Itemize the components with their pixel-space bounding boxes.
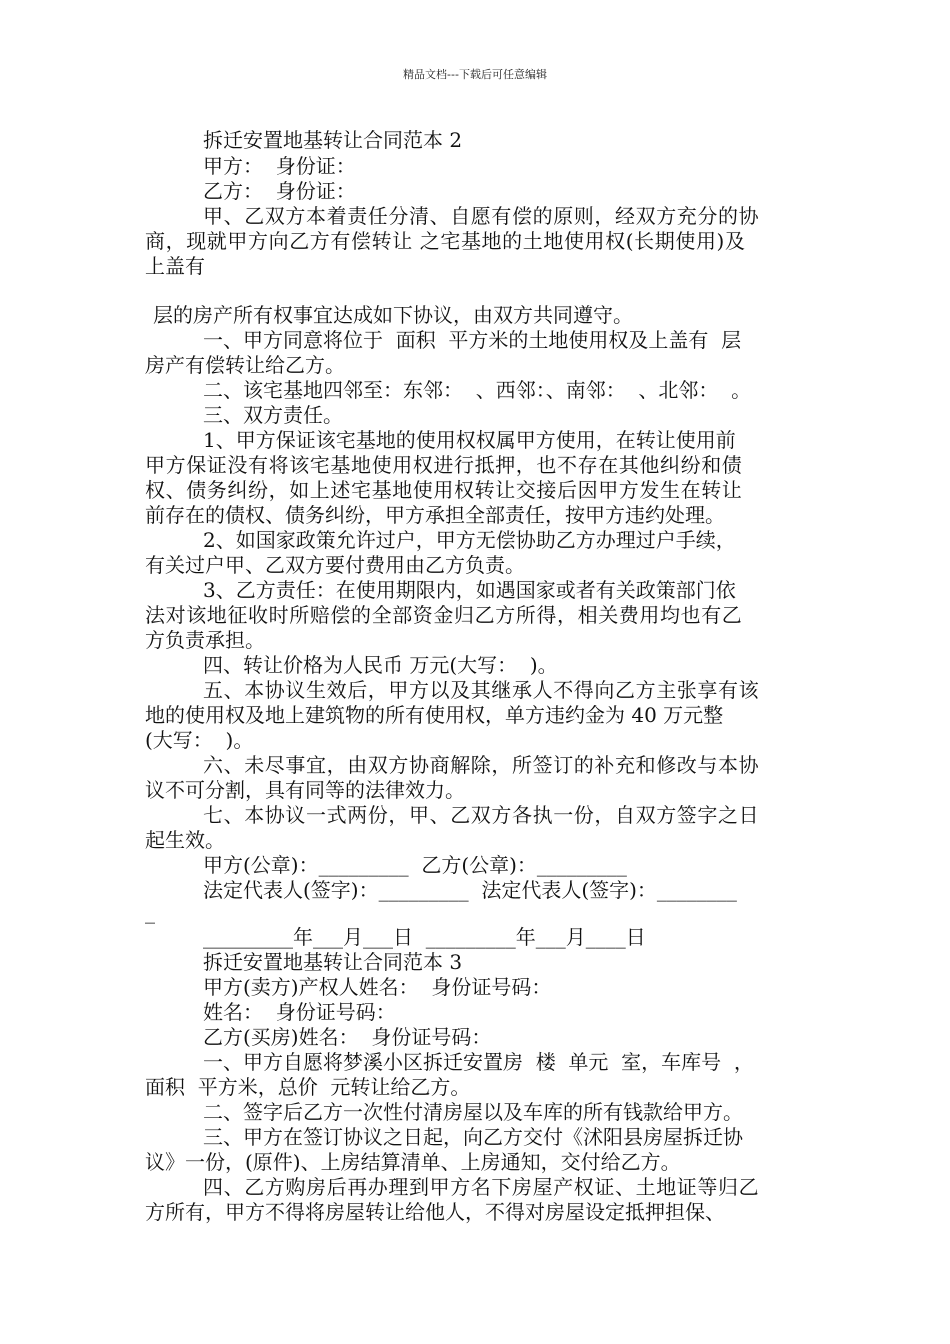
contract-title-3: 拆迁安置地基转让合同范本 3: [203, 950, 463, 974]
clause-6-line: 议不可分割，具有同等的法律效力。: [145, 778, 465, 802]
clause-5-line: 地的使用权及地上建筑物的所有使用权，单方违约金为 40 万元整: [145, 703, 724, 727]
clause-1-line: 房产有偿转让给乙方。: [145, 353, 345, 377]
clause-5-line: (大写： )。: [145, 728, 254, 752]
clause-1-line: 一、甲方同意将位于 面积 平方米的土地使用权及上盖有 层: [203, 328, 742, 352]
article-3-line: 三、甲方在签订协议之日起，向乙方交付《沭阳县房屋拆迁协: [203, 1125, 743, 1149]
clause-3-3-line: 3、乙方责任：在使用期限内，如遇国家或者有关政策部门依: [203, 578, 736, 602]
party-b-line: 乙方： 身份证：: [203, 179, 356, 203]
clause-6-line: 六、未尽事宜，由双方协商解除，所签订的补充和修改与本协: [203, 753, 760, 777]
article-4-line: 方所有，甲方不得将房屋转让给他人，不得对房屋设定抵押担保、: [145, 1200, 725, 1224]
clause-3-2-line: 有关过户甲、乙双方要付费用由乙方负责。: [145, 553, 525, 577]
clause-3-3-line: 方负责承担。: [145, 628, 265, 652]
date-line: _________年___月___日 _________年___月____日: [203, 925, 646, 949]
clause-3-1-line: 权、债务纠纷，如上述宅基地使用权转让交接后因甲方发生在转让: [145, 478, 743, 502]
seal-line: 甲方(公章)：_________ 乙方(公章)：_________: [203, 853, 627, 877]
clause-3-heading: 三、双方责任。: [203, 403, 343, 427]
paragraph-line: 商，现就甲方向乙方有偿转让 之宅基地的土地使用权(长期使用)及: [145, 229, 746, 253]
paragraph-line: 甲、乙双方本着责任分清、自愿有偿的原则，经双方充分的协: [203, 204, 760, 228]
clause-5-line: 五、本协议生效后，甲方以及其继承人不得向乙方主张享有该: [203, 678, 760, 702]
clause-3-2-line: 2、如国家政策允许过户，甲方无偿协助乙方办理过户手续，: [203, 528, 736, 552]
signature-line-overflow: _: [145, 900, 155, 924]
clause-3-1-line: 前存在的债权、债务纠纷，甲方承担全部责任，按甲方违约处理。: [145, 503, 725, 527]
clause-2-line: 二、该宅基地四邻至：东邻： 、西邻：、南邻： 、北邻： 。: [203, 378, 752, 402]
clause-3-3-line: 法对该地征收时所赔偿的全部资金归乙方所得，相关费用均也有乙: [145, 603, 743, 627]
clause-7-line: 七、本协议一式两份，甲、乙双方各执一份，自双方签字之日: [203, 803, 760, 827]
contract-title-2: 拆迁安置地基转让合同范本 2: [203, 128, 463, 152]
article-1-line: 面积 平方米，总价 元转让给乙方。: [145, 1075, 471, 1099]
page-header: 精品文档---下载后可任意编辑: [403, 68, 547, 81]
clause-4-line: 四、转让价格为人民币 万元(大写： )。: [203, 653, 558, 677]
paragraph-line: 上盖有: [145, 254, 205, 278]
article-2-line: 二、签字后乙方一次性付清房屋以及车库的所有钱款给甲方。: [203, 1100, 743, 1124]
article-4-line: 四、乙方购房后再办理到甲方名下房屋产权证、土地证等归乙: [203, 1175, 760, 1199]
signature-line: 法定代表人(签字)：_________ 法定代表人(签字)：________: [203, 878, 737, 902]
paragraph-line: 层的房产所有权事宜达成如下协议，由双方共同遵守。: [153, 303, 633, 327]
clause-3-1-line: 1、甲方保证该宅基地的使用权权属甲方使用，在转让使用前: [203, 428, 736, 452]
buyer-line: 乙方(买房)姓名： 身份证号码：: [203, 1025, 492, 1049]
party-a-line: 甲方： 身份证：: [203, 154, 356, 178]
clause-7-line: 起生效。: [145, 828, 225, 852]
seller-line: 甲方(卖方)产权人姓名： 身份证号码：: [203, 975, 552, 999]
name-id-line: 姓名： 身份证号码：: [203, 1000, 396, 1024]
clause-3-1-line: 甲方保证没有将该宅基地使用权进行抵押，也不存在其他纠纷和债: [145, 453, 743, 477]
article-3-line: 议》一份，(原件)、上房结算清单、上房通知，交付给乙方。: [145, 1150, 681, 1174]
article-1-line: 一、甲方自愿将梦溪小区拆迁安置房 楼 单元 室，车库号 ，: [203, 1050, 754, 1074]
